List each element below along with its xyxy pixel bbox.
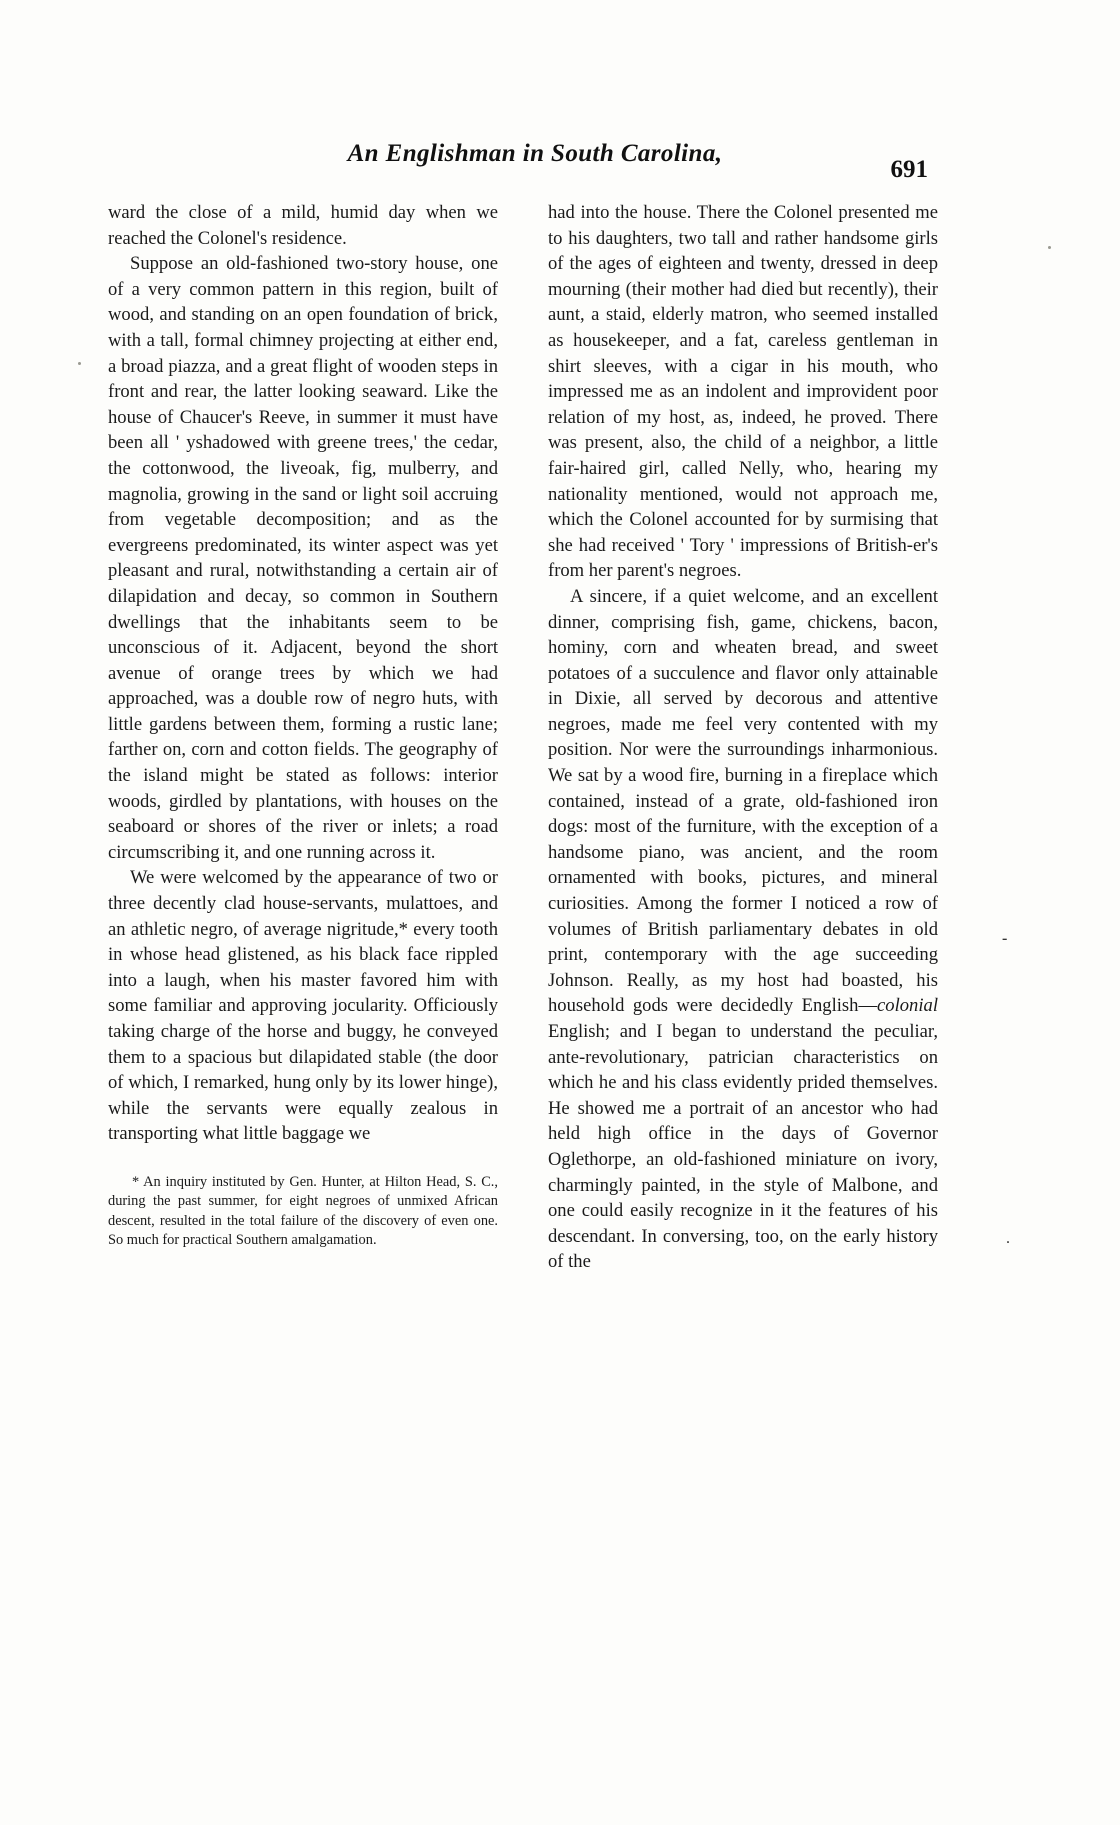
page-header [108, 140, 938, 186]
paragraph: had into the house. There the Colonel presented me to his daughters, two tall and rather handsome girls of the ages of eighteen and twenty, dressed in deep mourning (their mother had died but recently), their aunt, a staid, elderly matron, who seemed installed as housekeeper, and a fat, careless gentleman in shirt sleeves, with a cigar in his mouth, who impressed me as an indolent and improvident poor relation of my host, as, indeed, he proved. There was present, also, the child of a neighbor, a little fair-haired girl, called Nelly, who, hearing my nationality mentioned, would not approach me, which the Colonel accounted for by surmising that she had received ' Tory ' impressions of British-er's from her parent's negroes. [548, 202, 938, 582]
paragraph [548, 584, 938, 1275]
italic-emphasis: colonial [877, 995, 938, 1017]
footnote-block [108, 1173, 498, 1251]
margin-dash-mark: - [1002, 930, 1008, 947]
footnote-text: * An inquiry instituted by Gen. Hunter, at Hilton Head, S. C., during the past summer, for eight negroes of unmixed African descent, resulted in the total failure of the discovery of even one. So much for practical Southern amalgamation. [108, 1173, 498, 1249]
page-number: 691 [890, 156, 928, 183]
paragraph: ward the close of a mild, humid day when we reached the Colonel's residence. [108, 202, 498, 249]
paragraph-part: English; and I began to understand the peculiar, ante-revolutionary, patrician characteristics on which he and his class evidently prided themselves. He showed me a portrait of an ancestor who had held high office in the days of Governor Oglethorpe, an old-fashioned miniature on ivory, charmingly painted, in the style of Malbone, and one could easily recognize in it the features of his descendant. In conversing, too, on the early history of the [548, 1021, 938, 1273]
paragraph-part: A sincere, if a quiet welcome, and an excellent dinner, comprising fish, game, chickens, bacon, hominy, corn and wheaten bread, and sweet potatoes of a succulence and flavor only attainable in Dixie, all served by decorous and attentive negroes, made me feel very contented with my position. Nor were the surroundings inharmonious. We sat by a wood fire, burning in a fireplace which contained, instead of a grate, old-fashioned iron dogs: most of the furniture, with the exception of a handsome piano, was ancient, and the room ornamented with books, pictures, and mineral curiosities. Among the former I noticed a row of volumes of British parliamentary debates in old print, contemporary with the age succeeding Johnson. Really, as my host had boasted, his household gods were decidedly English— [548, 585, 938, 1017]
paragraph: Suppose an old-fashioned two-story house, one of a very common pattern in this region, built of wood, and standing on an open foundation of brick, with a tall, formal chimney projecting at either end, a broad piazza, and a great flight of wooden steps in front and rear, the latter looking seaward. Like the house of Chaucer's Reeve, in summer it must have been all ' yshadowed with greene trees,' the cedar, the cottonwood, the liveoak, fig, mulberry, and magnolia, growing in the sand or light soil accruing from vegetable decomposition; and as the evergreens predominated, its winter aspect was yet pleasant and rural, notwithstanding a certain air of dilapidation and decay, so common in Southern dwellings that the inhabitants seem to be unconscious of it. Adjacent, beyond the short avenue of orange trees by which we had approached, was a double row of negro huts, with little gardens between them, forming a rustic lane; farther on, corn and cotton fields. The geography of the island might be stated as follows: interior woods, girdled by plantations, with houses on the seaboard or shores of the river or inlets; a road circumscribing it, and one running across it. [108, 253, 498, 863]
margin-dot-mark: . [1006, 1230, 1010, 1247]
right-column [548, 200, 938, 1275]
scan-speck [78, 362, 81, 365]
page-content [108, 140, 938, 1275]
paragraph: We were welcomed by the appearance of two or three decently clad house-servants, mulattoes, and an athletic negro, of average nigritude,* every tooth in whose head glistened, as his black face rippled into a laugh, when his master favored him with some familiar and approving jocularity. Officiously taking charge of the horse and buggy, he conveyed them to a spacious but dilapidated stable (the door of which, I remarked, hung only by its lower hinge), while the servants were equally zealous in transporting what little baggage we [108, 867, 498, 1145]
running-head: An Englishman in South Carolina, [347, 140, 723, 167]
scan-speck [1048, 246, 1051, 249]
left-column [108, 200, 498, 1275]
two-column-body [108, 200, 938, 1275]
